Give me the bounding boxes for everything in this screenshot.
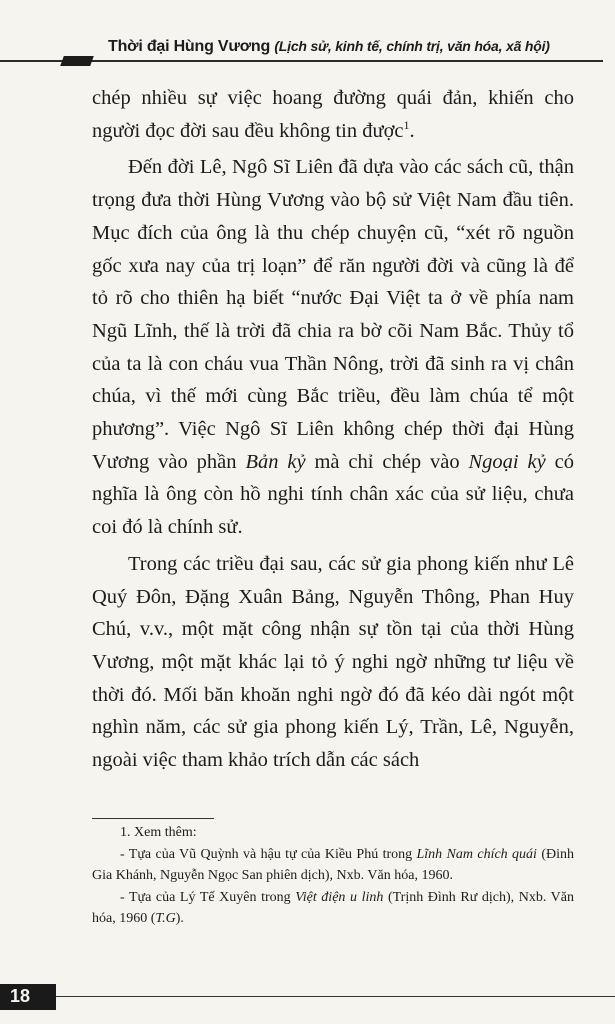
paragraph-2 <box>92 151 574 543</box>
paragraph-2-text-b: mà chỉ chép vào <box>305 450 469 473</box>
header-subtitle: (Lịch sử, kinh tế, chính trị, văn hóa, xã hội) <box>274 38 550 54</box>
paragraph-2-italic-ban-ky: Bản kỷ <box>245 450 306 473</box>
paragraph-3: Trong các triều đại sau, các sử gia phong kiến như Lê Quý Đôn, Đặng Xuân Bảng, Nguyễn Thông, Phan Huy Chú, v.v., một mặt công nhận sự tồn tại của thời Hùng Vương, một mặt khác lại tỏ ý nghi ngờ những tư liệu về thời đó. Mối băn khoăn nghi ngờ đó đã kéo dài ngót một nghìn năm, các sử gia phong kiến Lý, Trần, Lê, Nguyễn, ngoài việc tham khảo trích dẫn các sách <box>92 552 574 772</box>
header-title: Thời đại Hùng Vương <box>108 38 271 55</box>
paragraph-1 <box>92 82 574 147</box>
paragraph-2-italic-ngoai-ky: Ngoại kỷ <box>468 450 546 473</box>
footnote-ref-1: 1 <box>403 117 410 132</box>
footnote-item-2-author-mark: T.G <box>155 911 176 926</box>
footnote-item-1-title: Lĩnh Nam chích quái <box>416 846 537 862</box>
footnote-item-2-text-b: (Trịnh Đình Rư dịch), Nxb. Văn hóa, 1960 ( <box>92 889 574 926</box>
paragraph-2-text-a: Đến đời Lê, Ngô Sĩ Liên đã dựa vào các sách cũ, thận trọng đưa thời Hùng Vương vào bộ sử Việt Nam đầu tiên. Mục đích của ông là thu chép chuyện cũ, “xét rõ nguồn gốc xưa nay của trị loạn” để răn người đời và cũng là để tỏ rõ cho thiên hạ biết “nước Đại Việt ta ở về phía nam Ngũ Lĩnh, thế là trời đã chia ra bờ cõi Nam Bắc. Thủy tổ của ta là con cháu vua Thần Nông, trời đã sinh ra vị chân chúa, vì thế mới cùng Bắc triều, đều làm chúa tể một phương”. Việc Ngô Sĩ Liên không chép thời đại Hùng Vương vào phần <box>92 156 574 473</box>
footnotes <box>92 822 574 930</box>
paragraph-2-text-c: có nghĩa là ông còn hồ nghi tính chân xác của sử liệu, chưa coi đó là chính sử. <box>92 450 574 539</box>
body-text <box>92 82 574 781</box>
footnote-item-1 <box>92 844 574 887</box>
footnote-item-1-text-a: - Tựa của Vũ Quỳnh và hậu tự của Kiều Phú trong <box>120 846 417 862</box>
header-decor-bar <box>60 56 94 66</box>
footnote-separator <box>92 818 214 819</box>
paragraph-1-text: chép nhiều sự việc hoang đường quái đản, khiến cho người đọc đời sau đều không tin được <box>92 87 574 142</box>
footnote-item-1-text-b: (Đinh Gia Khánh, Nguyễn Ngọc San phiên dịch), Nxb. Văn hóa, 1960. <box>92 846 574 883</box>
footnote-item-2 <box>92 887 574 930</box>
page-number-box <box>0 984 56 1010</box>
footnote-item-2-text-c: ). <box>175 911 184 926</box>
running-header <box>104 38 554 56</box>
footnote-item-2-text-a: - Tựa của Lý Tế Xuyên trong <box>120 889 296 905</box>
page-number: 18 <box>10 986 31 1006</box>
footnote-1-label: 1. Xem thêm: <box>120 825 197 840</box>
footer-rule <box>56 996 615 997</box>
footnote-item-2-title: Việt điện u linh <box>295 889 384 905</box>
paragraph-1-end: . <box>409 119 415 142</box>
